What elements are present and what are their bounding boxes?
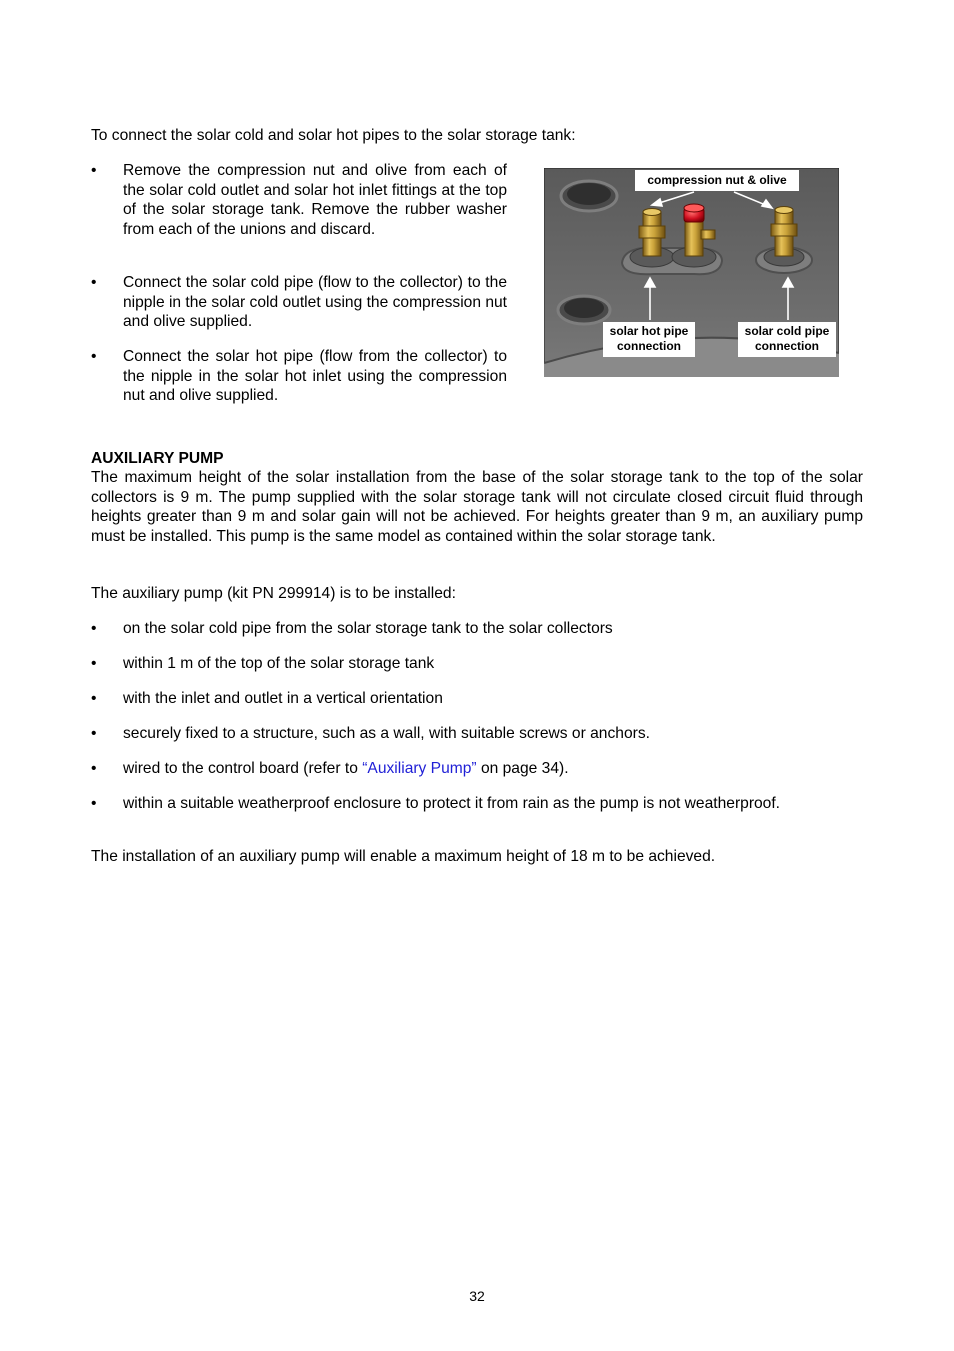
section-paragraph: The maximum height of the solar installation from the base of the solar storage tank to the top of the solar collectors is 9 m. The pump supplied with the solar storage tank will not circulate closed circuit fluid through heights greater than 9 m and solar gain will not be achieved. For heights greater than 9 m, an auxiliary pump must be installed. This pump is the same model as contained within the solar storage tank.: [91, 469, 863, 545]
bullet: •: [91, 348, 97, 365]
bullet: •: [91, 655, 97, 672]
label-compression-nut: compression nut & olive: [635, 170, 799, 191]
label-hot-line-2: connection: [616, 338, 681, 353]
install-intro: The auxiliary pump (kit PN 299914) is to be installed:: [91, 585, 456, 602]
requirement-text: with the inlet and outlet in a vertical orientation: [123, 690, 443, 707]
tank-fittings-figure: [544, 168, 839, 377]
bullet: •: [91, 620, 97, 637]
requirement-text: within a suitable weatherproof enclosure to protect it from rain as the pump is not weatherproof.: [123, 795, 781, 812]
bullet: •: [91, 162, 97, 179]
section-heading: AUXILIARY PUMP: [91, 450, 224, 467]
requirement-text: [123, 759, 569, 779]
label-hot-line-1: solar hot pipe: [609, 324, 689, 338]
bullet: •: [91, 795, 97, 812]
bullet: •: [91, 690, 97, 707]
requirement-text: securely fixed to a structure, such as a wall, with suitable screws or anchors.: [123, 725, 650, 742]
wired-prefix: wired to the control board (refer to: [123, 760, 363, 777]
label-cold-line-2: connection: [754, 338, 819, 353]
intro-text: To connect the solar cold and solar hot pipes to the solar storage tank:: [91, 127, 576, 144]
requirement-text: within 1 m of the top of the solar storage tank: [123, 655, 435, 672]
step-text: Connect the solar hot pipe (flow from the collector) to the nipple in the solar hot inlet using the compression nut and olive supplied.: [123, 348, 507, 404]
step-text: Remove the compression nut and olive from each of the solar cold outlet and solar hot inlet fittings at the top of the solar storage tank. Remove the rubber washer from each of the unions and discard.: [123, 162, 507, 238]
requirement-text: on the solar cold pipe from the solar storage tank to the solar collectors: [123, 620, 613, 637]
label-cold-line-1: solar cold pipe: [744, 324, 830, 338]
page-number: 32: [469, 1288, 485, 1304]
step-text: Connect the solar cold pipe (flow to the collector) to the nipple in the solar cold outlet using the compression nut and olive supplied.: [123, 274, 508, 330]
bullet: •: [91, 760, 97, 777]
closing-text: The installation of an auxiliary pump will enable a maximum height of 18 m to be achieved.: [91, 848, 716, 865]
bullet: •: [91, 274, 97, 291]
label-solar-cold-pipe: [738, 322, 836, 357]
steps-list: [91, 161, 507, 411]
bullet: •: [91, 725, 97, 742]
label-solar-hot-pipe: [603, 322, 695, 357]
auxiliary-pump-link[interactable]: “Auxiliary Pump”: [362, 760, 477, 777]
wired-suffix: on page 34).: [476, 760, 569, 777]
